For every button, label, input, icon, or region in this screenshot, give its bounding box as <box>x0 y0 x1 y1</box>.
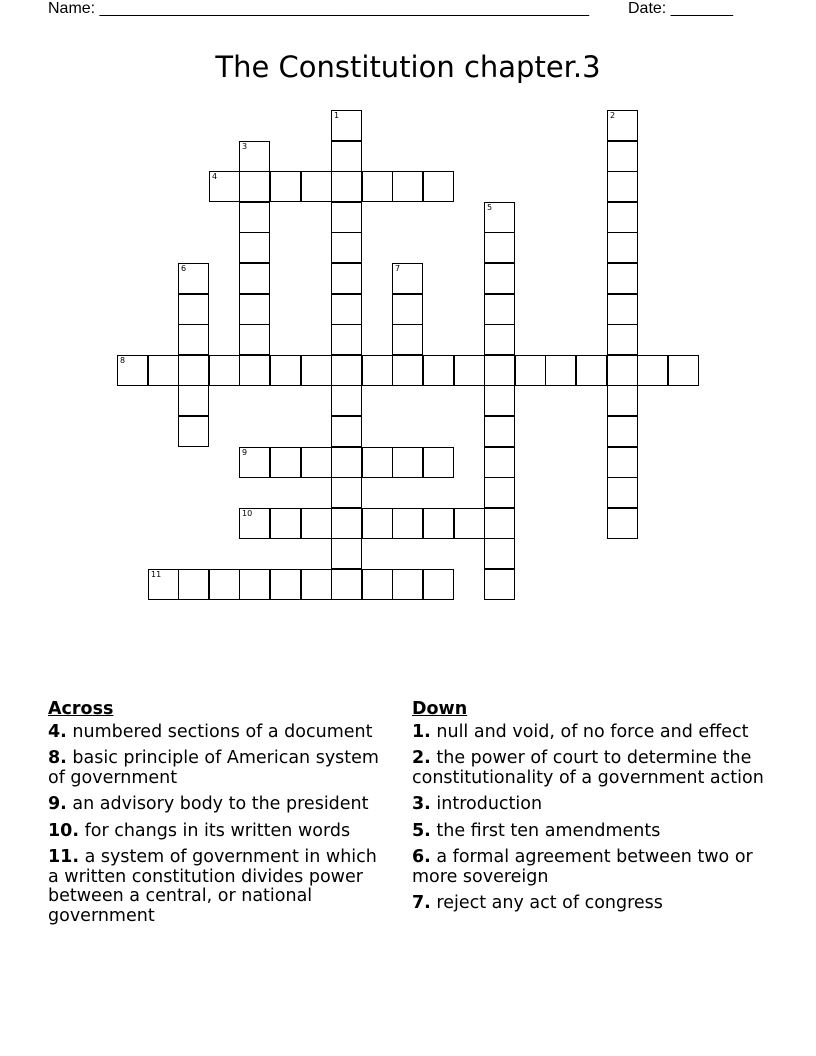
grid-cell[interactable] <box>484 232 515 263</box>
cell-number: 3 <box>242 142 248 151</box>
clue-number: 3. <box>412 794 431 814</box>
grid-cell[interactable] <box>331 538 362 569</box>
cell-number: 7 <box>395 264 401 273</box>
clue-number: 7. <box>412 893 431 913</box>
clue-text: for changs in its written words <box>79 820 351 841</box>
clue-text: an advisory body to the president <box>66 794 369 814</box>
down-heading: Down <box>412 699 468 719</box>
grid-cell[interactable] <box>362 569 393 600</box>
puzzle-title: The Constitution chapter.3 <box>215 50 601 84</box>
grid-cell[interactable] <box>270 569 301 600</box>
grid-cell[interactable] <box>209 569 240 600</box>
grid-cell[interactable] <box>607 110 638 141</box>
grid-cell[interactable] <box>178 385 209 416</box>
grid-cell[interactable] <box>484 447 515 478</box>
grid-cell[interactable] <box>607 447 638 478</box>
grid-cell[interactable] <box>392 355 423 386</box>
clue-text: basic principle of American system of government <box>48 748 379 788</box>
clue-across-10 <box>48 822 393 842</box>
grid-cell[interactable] <box>331 416 362 447</box>
grid-cell[interactable] <box>331 508 362 539</box>
grid-cell[interactable] <box>148 569 179 600</box>
grid-cell[interactable] <box>331 385 362 416</box>
cell-number: 2 <box>610 111 616 120</box>
grid-cell[interactable] <box>331 355 362 386</box>
down-clues <box>412 700 772 921</box>
grid-cell[interactable] <box>423 508 454 539</box>
grid-cell[interactable] <box>270 447 301 478</box>
clue-number: 10. <box>48 820 80 841</box>
clue-text: a system of government in which a written constitution divides power between a central, or national government <box>48 847 377 926</box>
clue-number: 4. <box>48 721 67 742</box>
grid-cell[interactable] <box>637 355 668 386</box>
grid-cell[interactable] <box>239 355 270 386</box>
grid-cell[interactable] <box>239 171 270 202</box>
across-heading: Across <box>48 699 114 719</box>
cell-number: 10 <box>242 509 253 518</box>
grid-cell[interactable] <box>484 263 515 294</box>
clue-text: the first ten amendments <box>430 820 661 841</box>
clue-text: null and void, of no force and effect <box>430 721 749 742</box>
grid-cell[interactable] <box>239 324 270 355</box>
cell-number: 5 <box>487 203 493 212</box>
grid-cell[interactable] <box>668 355 699 386</box>
cell-number: 6 <box>181 264 187 273</box>
grid-cell[interactable] <box>607 202 638 233</box>
clue-down-5 <box>412 822 772 842</box>
grid-cell[interactable] <box>484 508 515 539</box>
grid-cell[interactable] <box>270 355 301 386</box>
cell-number: 4 <box>212 172 218 181</box>
grid-cell[interactable] <box>239 263 270 294</box>
grid-cell[interactable] <box>607 171 638 202</box>
grid-cell[interactable] <box>270 171 301 202</box>
grid-cell[interactable] <box>331 447 362 478</box>
clue-number: 11. <box>48 847 80 867</box>
grid-cell[interactable] <box>178 324 209 355</box>
clue-text: reject any act of congress <box>430 893 663 913</box>
grid-cell[interactable] <box>239 141 270 172</box>
grid-cell[interactable] <box>301 355 332 386</box>
grid-cell[interactable] <box>362 171 393 202</box>
clue-across-11 <box>48 848 393 926</box>
grid-cell[interactable] <box>545 355 576 386</box>
grid-cell[interactable] <box>576 355 607 386</box>
grid-cell[interactable] <box>392 171 423 202</box>
grid-cell[interactable] <box>607 324 638 355</box>
clue-number: 9. <box>48 794 67 814</box>
grid-cell[interactable] <box>178 263 209 294</box>
grid-cell[interactable] <box>484 294 515 325</box>
clue-number: 5. <box>412 820 431 841</box>
grid-cell[interactable] <box>607 232 638 263</box>
grid-cell[interactable] <box>331 171 362 202</box>
grid-cell[interactable] <box>484 324 515 355</box>
grid-cell[interactable] <box>270 508 301 539</box>
grid-cell[interactable] <box>301 508 332 539</box>
grid-cell[interactable] <box>607 141 638 172</box>
clue-text: numbered sections of a document <box>66 721 373 742</box>
clue-number: 8. <box>48 748 67 768</box>
grid-cell[interactable] <box>607 508 638 539</box>
grid-cell[interactable] <box>117 355 148 386</box>
grid-cell[interactable] <box>239 569 270 600</box>
cell-number: 8 <box>120 356 126 365</box>
grid-cell[interactable] <box>331 232 362 263</box>
cell-number: 11 <box>151 570 162 579</box>
grid-cell[interactable] <box>484 355 515 386</box>
grid-cell[interactable] <box>178 294 209 325</box>
grid-cell[interactable] <box>484 538 515 569</box>
clue-down-3 <box>412 795 772 815</box>
across-clues <box>48 700 393 933</box>
grid-cell[interactable] <box>331 141 362 172</box>
grid-cell[interactable] <box>484 569 515 600</box>
grid-cell[interactable] <box>423 171 454 202</box>
grid-cell[interactable] <box>178 569 209 600</box>
cell-number: 9 <box>242 448 248 457</box>
grid-cell[interactable] <box>301 569 332 600</box>
grid-cell[interactable] <box>331 569 362 600</box>
grid-cell[interactable] <box>209 355 240 386</box>
grid-cell[interactable] <box>484 416 515 447</box>
grid-cell[interactable] <box>392 447 423 478</box>
grid-cell[interactable] <box>331 324 362 355</box>
clue-number: 1. <box>412 721 431 742</box>
grid-cell[interactable] <box>392 263 423 294</box>
grid-cell[interactable] <box>607 385 638 416</box>
grid-cell[interactable] <box>148 355 179 386</box>
grid-cell[interactable] <box>607 263 638 294</box>
clue-number: 6. <box>412 847 431 867</box>
cell-number: 1 <box>334 111 340 120</box>
grid-cell[interactable] <box>331 294 362 325</box>
grid-cell[interactable] <box>239 232 270 263</box>
clue-down-2 <box>412 749 772 788</box>
grid-cell[interactable] <box>331 202 362 233</box>
grid-cell[interactable] <box>331 110 362 141</box>
date-line: Date: _______ <box>628 0 733 17</box>
clue-number: 2. <box>412 748 431 768</box>
clue-text: the power of court to determine the constitutionality of a government action <box>412 748 764 788</box>
grid-cell[interactable] <box>301 447 332 478</box>
name-line: Name: _______________________________________________________ <box>48 0 589 17</box>
grid-cell[interactable] <box>209 171 240 202</box>
clue-down-1 <box>412 723 772 743</box>
clue-down-7 <box>412 894 772 914</box>
clue-across-8 <box>48 749 393 788</box>
grid-cell[interactable] <box>484 477 515 508</box>
grid-cell[interactable] <box>454 355 485 386</box>
clue-text: a formal agreement between two or more sovereign <box>412 847 753 887</box>
grid-cell[interactable] <box>392 569 423 600</box>
grid-cell[interactable] <box>423 447 454 478</box>
grid-cell[interactable] <box>607 355 638 386</box>
grid-cell[interactable] <box>484 385 515 416</box>
grid-cell[interactable] <box>239 508 270 539</box>
grid-cell[interactable] <box>515 355 546 386</box>
grid-cell[interactable] <box>423 355 454 386</box>
grid-cell[interactable] <box>392 294 423 325</box>
grid-cell[interactable] <box>392 508 423 539</box>
grid-cell[interactable] <box>301 171 332 202</box>
grid-cell[interactable] <box>607 477 638 508</box>
grid-cell[interactable] <box>454 508 485 539</box>
grid-cell[interactable] <box>239 294 270 325</box>
grid-cell[interactable] <box>331 263 362 294</box>
clue-across-9 <box>48 795 393 815</box>
grid-cell[interactable] <box>239 447 270 478</box>
grid-cell[interactable] <box>239 202 270 233</box>
clue-text: introduction <box>430 794 543 814</box>
grid-cell[interactable] <box>362 447 393 478</box>
grid-cell[interactable] <box>362 355 393 386</box>
grid-cell[interactable] <box>484 202 515 233</box>
grid-cell[interactable] <box>331 477 362 508</box>
grid-cell[interactable] <box>607 294 638 325</box>
grid-cell[interactable] <box>178 416 209 447</box>
clue-across-4 <box>48 723 393 743</box>
clue-down-6 <box>412 848 772 887</box>
grid-cell[interactable] <box>607 416 638 447</box>
grid-cell[interactable] <box>423 569 454 600</box>
grid-cell[interactable] <box>178 355 209 386</box>
grid-cell[interactable] <box>362 508 393 539</box>
grid-cell[interactable] <box>392 324 423 355</box>
